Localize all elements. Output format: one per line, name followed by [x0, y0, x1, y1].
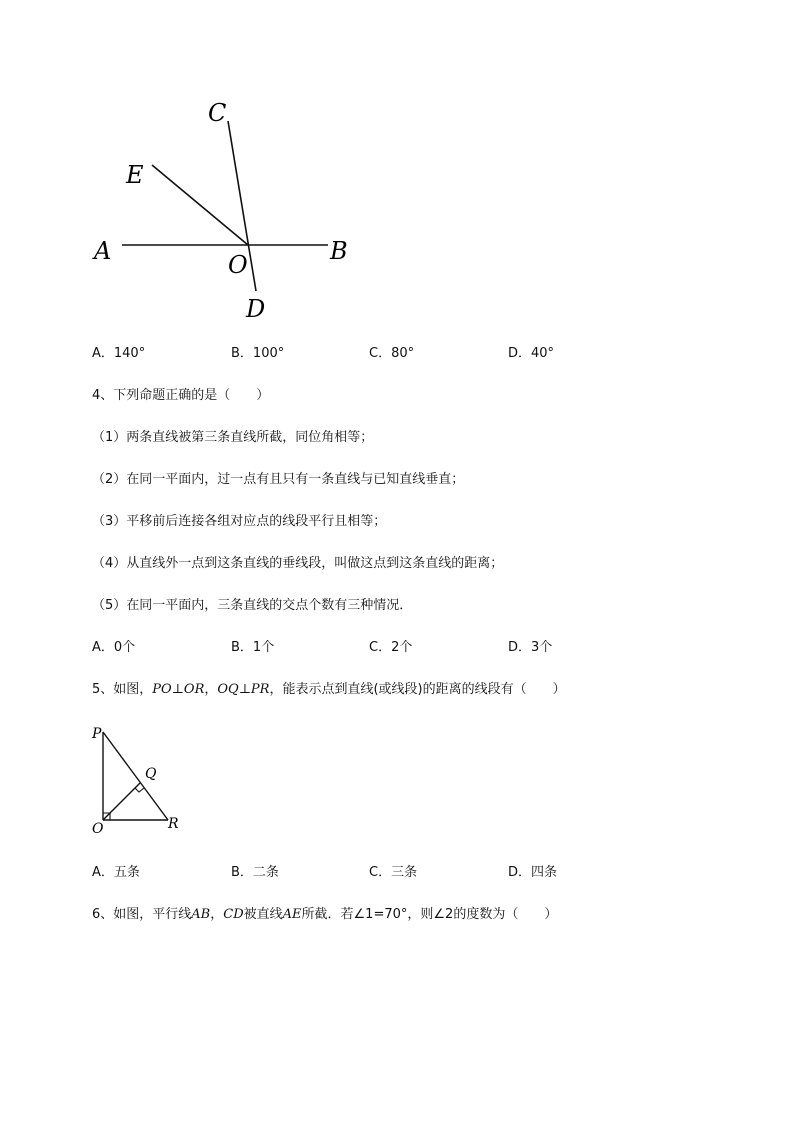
q5-suffix: ，能表示点到直线(或线段)的距离的线段有（ ）	[269, 682, 566, 697]
q3-option-c[interactable]: C．80°	[369, 346, 415, 361]
q5-math-po-or: PO⊥OR	[152, 682, 205, 697]
triangle-figure	[88, 722, 198, 840]
q4-item-5: （5）在同一平面内，三条直线的交点个数有三种情况．	[92, 598, 413, 613]
segment-oq	[103, 783, 140, 820]
q4-stem: 4、下列命题正确的是（ ）	[92, 388, 270, 403]
label-q: Q	[145, 766, 157, 782]
q5-sep: ，	[204, 682, 218, 697]
label-e: E	[126, 161, 144, 189]
q6-mid: 被直线	[243, 907, 283, 922]
q4-option-b[interactable]: B．1个	[231, 640, 275, 655]
q4-item-2: （2）在同一平面内，过一点有且只有一条直线与已知直线垂直；	[92, 472, 465, 487]
q4-item-3: （3）平移前后连接各组对应点的线段平行且相等；	[92, 514, 387, 529]
q6-stem	[92, 906, 557, 924]
label-p: P	[92, 726, 102, 742]
label-d: D	[246, 295, 266, 323]
q5-option-c[interactable]: C．三条	[369, 865, 418, 880]
q3-option-a[interactable]: A．140°	[92, 346, 146, 361]
q6-prefix: 6、如图，平行线	[92, 907, 192, 922]
q6-math-ab: AB	[191, 907, 211, 922]
q5-math-oq-pr: OQ⊥PR	[217, 682, 270, 697]
q6-math-ae: AE	[282, 907, 302, 922]
q4-option-c[interactable]: C．2个	[369, 640, 413, 655]
q5-prefix: 5、如图，	[92, 682, 153, 697]
q5-option-a[interactable]: A．五条	[92, 865, 140, 880]
q5-option-d[interactable]: D．四条	[508, 865, 558, 880]
q6-sep: ，	[210, 907, 224, 922]
line-oe	[152, 165, 248, 245]
q3-option-b[interactable]: B．100°	[231, 346, 285, 361]
q6-math-cd: CD	[223, 907, 244, 922]
q4-option-d[interactable]: D．3个	[508, 640, 553, 655]
q4-option-a[interactable]: A．0个	[92, 640, 136, 655]
q5-stem	[92, 681, 566, 699]
label-b: B	[330, 237, 348, 265]
segment-pr	[103, 732, 168, 820]
right-angle-mark-q	[135, 788, 144, 792]
label-c: C	[208, 99, 227, 127]
q4-item-1: （1）两条直线被第三条直线所截，同位角相等；	[92, 430, 374, 445]
label-a: A	[94, 237, 112, 265]
q5-option-b[interactable]: B．二条	[231, 865, 279, 880]
label-r: R	[168, 816, 179, 832]
q3-option-d[interactable]: D．40°	[508, 346, 555, 361]
q6-suffix: 所截．若∠1=70°，则∠2的度数为（ ）	[301, 907, 558, 922]
angle-figure	[90, 95, 360, 325]
label-o: O	[228, 251, 248, 279]
label-o2: O	[92, 821, 104, 837]
q4-item-4: （4）从直线外一点到这条直线的垂线段，叫做这点到这条直线的距离；	[92, 556, 504, 571]
